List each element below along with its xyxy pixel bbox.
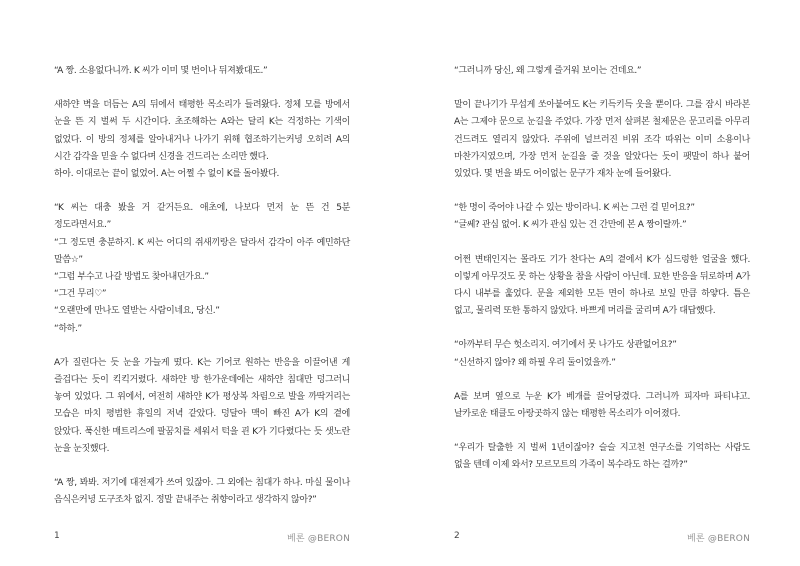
paragraph: A가 질린다는 듯 눈을 가늘게 떴다. K는 기어코 원하는 반응을 이끌어낸 게 즐겁다는 듯이 킥킥거렸다. 새하얀 방 한가운데에는 새하얀 침대만 덩그러니 놓여 있었다. 그 위에서, 여전히 새하얀 K가 평상복 차림으로 발을 까딱거리는 모습은 마치 평범한 휴일의 저녁 같았다. 덩달아 맥이 빠진 A가 K의 곁에 앉았다. 푹신한 매트리스에 팔꿈치를 세워서 턱을 괸 K가 기다렸다는 듯 샛노란 눈을 눈짓했다. (54, 357, 353, 454)
paragraph: 새하얀 벽을 더듬는 A의 뒤에서 태평한 목소리가 들려왔다. 정체 모를 방에서 눈을 뜬 지 벌써 두 시간이다. 초조해하는 A와는 달리 K는 걱정하는 기색이 없었다. 이 방의 정체를 알아내거나 나가기 위해 협조하기는커녕 오히려 A의 시간 감각을 믿을 수 없다며 신경을 건드리는 소리만 했다. (54, 100, 353, 162)
paragraph: 말이 끝나기가 무섭게 쏘아붙여도 K는 키득키득 웃을 뿐이다. 그를 잠시 바라본 A는 그제야 문으로 눈길을 주었다. 가장 먼저 살펴본 철제문은 문고리를 아무리 건드려도 열리지 않았다. 주위에 널브러진 비위 조각 따위는 이미 소용이나 마찬가지였으며, 가장 먼저 눈길을 줄 것을 알았다는 듯이 팻말이 하나 붙어 있었다. 몇 번을 봐도 어이없는 문구가 재차 눈에 들어왔다. (454, 100, 753, 180)
paragraph: “A 짱, 봐봐. 저기에 대전제가 쓰여 있잖아. 그 외에는 침대가 하나. 마실 물이나 음식은커녕 도구조차 없지. 정말 끝내주는 취향이라고 생각하지 않아?” (54, 478, 353, 506)
paragraph: “A 짱. 소용없다니까. K 씨가 이미 몇 번이나 뒤져봤대도.” (54, 66, 268, 76)
author-credit: 베론 @BERON (287, 534, 350, 544)
paragraph: “그건 무리♡” (54, 289, 107, 300)
page-number: 1 (54, 531, 60, 541)
paragraph: “그 정도면 충분하지. K 씨는 어디의 쥐새끼랑은 달라서 감각이 아주 예민하단 말씀☆” (54, 237, 353, 265)
page-text (454, 63, 753, 475)
page-number: 2 (454, 531, 460, 541)
paragraph: 어쩐 변태인지는 몰라도 기가 찬다는 A의 곁에서 K가 심드렁한 얼굴을 했다. 이렇게 아무것도 못 하는 상황을 참을 사람이 아닌데. 묘한 반응을 뒤로하며 A가 다시 내부를 훑었다. 문을 제외한 모든 면이 하나로 보일 만큼 하얗다. 틈은 없고, 물리력 또한 통하지 않았다. 바쁘게 머리를 굴리며 A가 대답했다. (454, 254, 753, 317)
page-text (54, 63, 353, 509)
paragraph: A를 보며 옆으로 누운 K가 베개를 끌어당겼다. 그러니까 피자마 파티냐고. 날카로운 태클도 아랑곳하지 않는 태평한 목소리가 이어졌다. (454, 391, 753, 420)
paragraph: “우리가 탈출한 지 벌써 1년이잖아? 슬슬 지고천 연구소를 기억하는 사람도 없을 텐데 이제 와서? 모르모트의 가족이 복수라도 하는 걸까?” (454, 443, 753, 471)
paragraph: “글쎄? 관심 없어. K 씨가 관심 있는 건 간만에 본 A 짱이랄까.” (454, 220, 687, 231)
paragraph: “오랜만에 만나도 열받는 사람이네요, 당신.” (54, 306, 220, 317)
paragraph: “그러니까 당신, 왜 그렇게 즐거워 보이는 건데요.” (454, 66, 642, 76)
paragraph: “하하.” (54, 323, 82, 334)
paragraph: “그럼 부수고 나갈 방법도 찾아내던가요.” (54, 272, 209, 283)
paragraph: 하아. 이대로는 끝이 없었어. A는 어쩔 수 없이 K를 돌아봤다. (54, 169, 280, 180)
paragraph: “신선하지 않아? 왜 하필 우리 둘이었을까.” (454, 357, 616, 368)
author-credit: 베론 @BERON (687, 534, 750, 544)
paragraph: “한 명이 죽어야 나갈 수 있는 방이라니. K 씨는 그런 걸 믿어요?” (454, 203, 695, 214)
paragraph: “아까부터 무슨 헛소리지. 여기에서 못 나가도 상관없어요?” (454, 340, 677, 351)
right-page (400, 0, 800, 566)
paragraph: “K 씨는 대충 봤을 거 같거든요. 애초에, 나보다 먼저 눈 뜬 건 5분 정도라면서요.” (54, 203, 353, 231)
